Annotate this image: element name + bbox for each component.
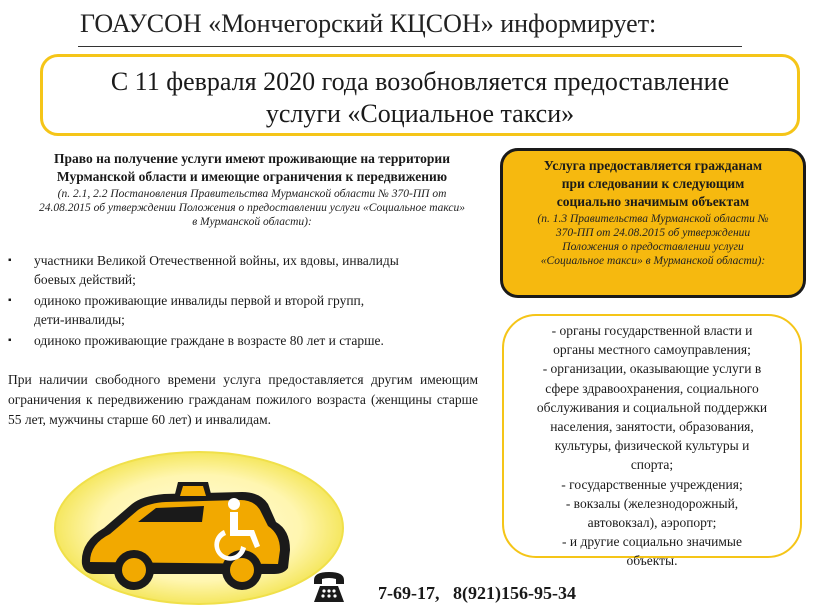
header-divider xyxy=(78,46,742,47)
objects-line: сфере здравоохранения, социального xyxy=(545,380,759,396)
service-ref-line-3: Положения о предоставлении услуги xyxy=(562,241,744,253)
service-heading-line-2: при следовании к следующим xyxy=(561,176,745,191)
bullet-icon: ▪ xyxy=(8,335,12,346)
eligibility-heading-line-2: Мурманской области и имеющие ограничения к передвижению xyxy=(56,169,448,184)
taxi-roof-sign-inner xyxy=(180,486,206,496)
eligibility-heading xyxy=(18,150,486,186)
free-time-note: При наличии свободного времени услуга предоставляется другим имеющим ограничения к передвижению гражданам пожилого возраста (женщины старше 55 лет, мужчины старше 60 лет) и инвалидам. xyxy=(8,372,478,427)
eligibility-ref-line-2: 24.08.2015 об утверждении Положения о предоставлении услуги «Социальное такси» xyxy=(39,202,465,214)
contact-phones: 7-69-17, 8(921)156-95-34 xyxy=(378,583,576,603)
eligibility-ref-line-3: в Мурманской области): xyxy=(192,216,312,228)
list-item-line-1: участники Великой Отечественной войны, их вдовы, инвалиды xyxy=(34,253,399,268)
service-box-legal-reference xyxy=(513,212,793,268)
bullet-icon: ▪ xyxy=(8,255,12,266)
list-item-line-1: одиноко проживающие инвалиды первой и второй групп, xyxy=(34,293,365,308)
objects-line: культуры, физической культуры и xyxy=(554,438,750,454)
list-item-line-2: дети-инвалиды; xyxy=(34,312,125,327)
phone-icon xyxy=(310,568,348,606)
announcement-line-1: С 11 февраля 2020 года возобновляется предоставление xyxy=(110,67,730,96)
objects-line: автовокзал), аэропорт; xyxy=(587,515,717,531)
objects-line: - органы государственной власти и xyxy=(551,323,753,338)
objects-line: - вокзалы (железнодорожный, xyxy=(565,495,739,511)
service-ref-line-1: (п. 1.3 Правительства Мурманской области № xyxy=(537,213,769,225)
eligibility-legal-reference xyxy=(22,187,482,229)
list-item xyxy=(8,291,474,329)
objects-line: - государственные учреждения; xyxy=(561,476,743,492)
announcement-box xyxy=(40,54,800,136)
list-item xyxy=(8,251,474,289)
wheel-rear-hub xyxy=(230,558,254,582)
service-ref-line-2: 370-ПП от 24.08.2015 об утверждении xyxy=(555,227,751,239)
taxi-car-icon xyxy=(54,446,344,606)
objects-line: - организации, оказывающие услуги в xyxy=(542,361,762,377)
objects-line: органы местного самоуправления; xyxy=(553,342,751,358)
objects-line: объекты. xyxy=(626,553,678,569)
service-heading-line-3: социально значимым объектам xyxy=(556,194,750,209)
service-destinations-box xyxy=(500,148,806,298)
significant-objects-list xyxy=(502,314,802,569)
wheel-front-hub xyxy=(122,558,146,582)
service-heading-line-1: Услуга предоставляется гражданам xyxy=(543,158,763,173)
bullet-icon: ▪ xyxy=(8,295,12,306)
objects-line: обслуживания и социальной поддержки xyxy=(536,399,768,415)
service-box-heading xyxy=(513,157,793,211)
eligibility-heading-line-1: Право на получение услуги имеют проживающие на территории xyxy=(54,151,450,166)
header-title: ГОАУСОН «Мончегорский КЦСОН» информирует: xyxy=(80,9,657,38)
objects-line: спорта; xyxy=(630,457,674,473)
objects-line: населения, занятости, образования, xyxy=(550,419,754,435)
list-item-line-2: боевых действий; xyxy=(34,272,136,287)
service-ref-line-4: «Социальное такси» в Мурманской области): xyxy=(540,255,766,267)
announcement-line-2: услуги «Социальное такси» xyxy=(265,99,575,128)
list-item-line-1: одиноко проживающие граждане в возрасте 80 лет и старше. xyxy=(34,333,384,348)
list-item xyxy=(8,331,474,350)
objects-line: - и другие социально значимые xyxy=(562,534,742,550)
eligibility-ref-line-1: (п. 2.1, 2.2 Постановления Правительства Мурманской области № 370-ПП от xyxy=(57,188,447,200)
